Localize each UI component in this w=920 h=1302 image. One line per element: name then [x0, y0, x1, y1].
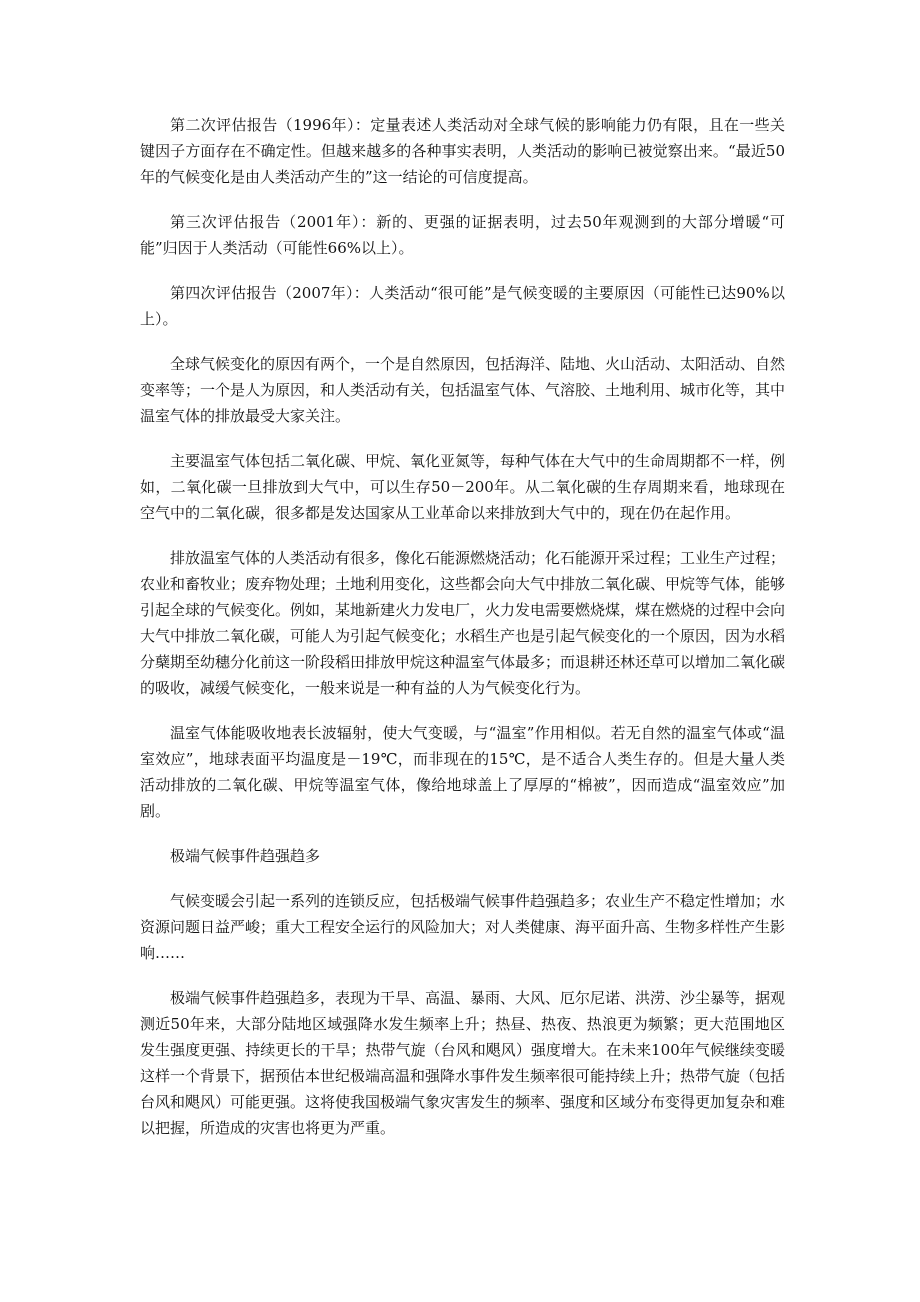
paragraph-greenhouse-gases: 主要温室气体包括二氧化碳、甲烷、氧化亚氮等，每种气体在大气中的生命周期都不一样，例如，二氧化碳一旦排放到大气中，可以生存50－200年。从二氧化碳的生存周期来看，地球现在空气中的二氧化碳，很多都是发达国家从工业革命以来排放到大气中的，现在仍在起作用。: [140, 452, 786, 522]
section-heading-extreme-events: 极端气候事件趋强趋多: [170, 847, 321, 865]
paragraph-greenhouse-effect: 温室气体能吸收地表长波辐射，使大气变暖，与“温室”作用相似。若无自然的温室气体或“温室效应”，地球表面平均温度是－19℃，而非现在的15℃，是不适合人类生存的。但是大量人类活动排放的二氧化碳、甲烷等温室气体，像给地球盖上了厚厚的“棉被”，因而造成“温室效应”加剧。: [140, 724, 785, 820]
document-page: [140, 112, 785, 1160]
paragraph-fourth-report: 第四次评估报告（2007年）：人类活动“很可能”是气候变暖的主要原因（可能性已达90%以上）。: [140, 284, 785, 328]
paragraph-extreme-events: 极端气候事件趋强趋多，表现为干旱、高温、暴雨、大风、厄尔尼诺、洪涝、沙尘暴等，据观测近50年来，大部分陆地区域强降水发生频率上升；热昼、热夜、热浪更为频繁；更大范围地区发生强度更强、持续更长的干旱；热带气旋（台风和飓风）强度增大。在未来100年气候继续变暖这样一个背景下，据预估本世纪极端高温和强降水事件发生频率很可能持续上升；热带气旋（包括台风和飓风）可能更强。这将使我国极端气象灾害发生的频率、强度和区域分布变得更加复杂和难以把握，所造成的灾害也将更为严重。: [140, 989, 786, 1137]
paragraph-causes: 全球气候变化的原因有两个，一个是自然原因，包括海洋、陆地、火山活动、太阳活动、自然变率等；一个是人为原因，和人类活动有关，包括温室气体、气溶胶、土地利用、城市化等，其中温室气体的排放最受大家关注。: [140, 355, 786, 425]
paragraph-human-activities: 排放温室气体的人类活动有很多，像化石能源燃烧活动；化石能源开采过程；工业生产过程；农业和畜牧业；废弃物处理；土地利用变化，这些都会向大气中排放二氧化碳、甲烷等气体，能够引起全球的气候变化。例如，某地新建火力发电厂，火力发电需要燃烧煤，煤在燃烧的过程中会向大气中排放二氧化碳，可能人为引起气候变化；水稻生产也是引起气候变化的一个原因，因为水稻分蘖期至幼穗分化前这一阶段稻田排放甲烷这种温室气体最多；而退耕还林还草可以增加二氧化碳的吸收，减缓气候变化，一般来说是一种有益的人为气候变化行为。: [140, 549, 786, 697]
paragraph-third-report: 第三次评估报告（2001年）：新的、更强的证据表明，过去50年观测到的大部分增暖“可能”归因于人类活动（可能性66%以上）。: [140, 213, 785, 257]
paragraph-chain-reactions: 气候变暖会引起一系列的连锁反应，包括极端气候事件趋强趋多；农业生产不稳定性增加；水资源问题日益严峻；重大工程安全运行的风险加大；对人类健康、海平面升高、生物多样性产生影响……: [140, 892, 786, 962]
paragraph-second-report: 第二次评估报告（1996年）：定量表述人类活动对全球气候的影响能力仍有限，且在一些关键因子方面存在不确定性。但越来越多的各种事实表明，人类活动的影响已被觉察出来。“最近50年的气候变化是由人类活动产生的”这一结论的可信度提高。: [140, 116, 785, 186]
